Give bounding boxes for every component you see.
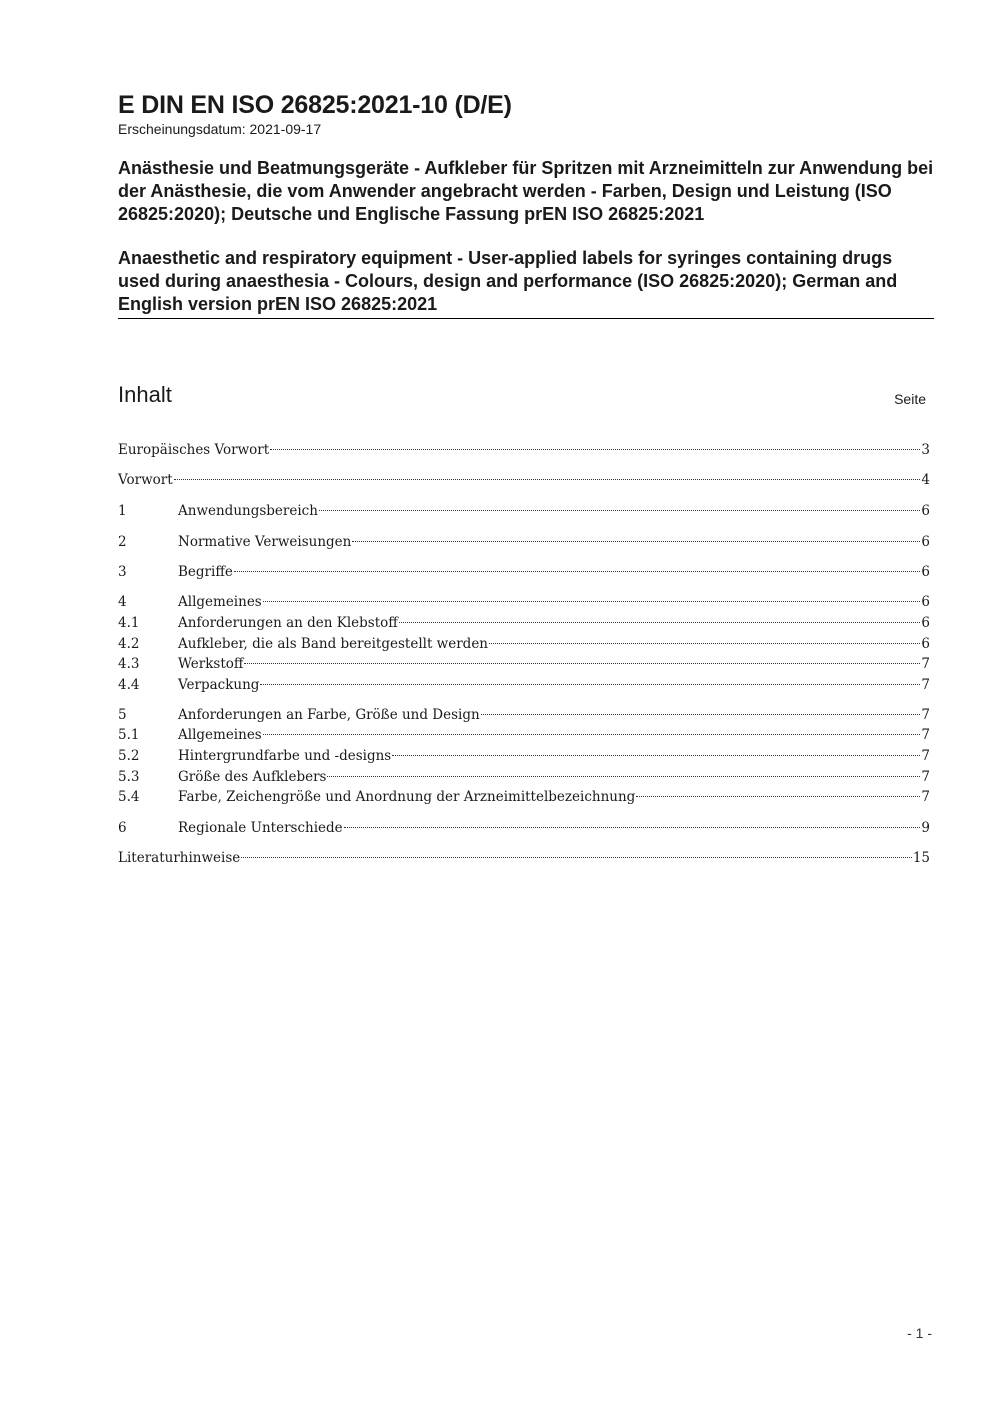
toc-leader xyxy=(327,776,920,777)
toc-entry-number: 4 xyxy=(118,594,127,610)
toc-leader xyxy=(263,601,921,602)
toc-entry[interactable] xyxy=(118,787,930,807)
toc-entry-number: 4.2 xyxy=(118,636,140,652)
toc-entry-number: 3 xyxy=(118,564,127,580)
toc-entry[interactable] xyxy=(118,654,930,674)
title-german: Anästhesie und Beatmungsgeräte - Aufkleber für Spritzen mit Arzneimitteln zur Anwendung bei der Anästhesie, die vom Anwender angebracht werden - Farben, Design und Leistung (ISO 26825:2020); Deutsche und Englische Fassung prEN ISO 26825:2021 xyxy=(118,158,934,224)
toc-entry-label: Allgemeines xyxy=(178,594,262,610)
toc-entry-label: Literaturhinweise xyxy=(118,850,241,866)
toc-entry-page: 6 xyxy=(921,615,930,631)
toc-leader xyxy=(244,663,920,664)
toc-heading: Inhalt xyxy=(118,382,172,407)
toc-leader xyxy=(352,541,920,542)
toc-leader xyxy=(263,734,921,735)
toc-entry[interactable] xyxy=(118,634,930,654)
toc-entry-page: 7 xyxy=(921,656,930,672)
toc-entry-page: 6 xyxy=(921,534,930,550)
toc-entry-number: 5.2 xyxy=(118,748,140,764)
toc-entry-page: 7 xyxy=(921,727,930,743)
toc-entry-page: 7 xyxy=(921,707,930,723)
toc-entry[interactable] xyxy=(118,592,930,612)
toc-leader xyxy=(636,796,920,797)
toc-entry-page: 6 xyxy=(921,503,930,519)
toc-header xyxy=(118,382,926,412)
toc-entry[interactable] xyxy=(118,562,930,582)
toc-leader xyxy=(481,714,921,715)
toc-entry[interactable] xyxy=(118,746,930,766)
toc-entry-number: 5 xyxy=(118,707,127,723)
toc-entry[interactable] xyxy=(118,848,930,868)
toc-entry-page: 6 xyxy=(921,594,930,610)
toc-leader xyxy=(241,857,912,858)
document-header xyxy=(118,90,934,319)
toc-entry-number: 2 xyxy=(118,534,127,550)
toc-entry-page: 7 xyxy=(921,748,930,764)
page-number: - 1 - xyxy=(907,1325,932,1341)
toc-entry-label: Anforderungen an Farbe, Größe und Design xyxy=(178,707,480,723)
toc-entry[interactable] xyxy=(118,613,930,633)
toc-entry-page: 4 xyxy=(921,472,930,488)
toc-entry-page: 15 xyxy=(912,850,930,866)
toc-entry-label: Verpackung xyxy=(178,677,260,693)
toc-entry-page: 7 xyxy=(921,677,930,693)
toc-entry-page: 6 xyxy=(921,636,930,652)
toc-entry-label: Begriffe xyxy=(178,564,233,580)
toc-leader xyxy=(174,479,921,480)
toc-entry[interactable] xyxy=(118,705,930,725)
toc-entry-label: Europäisches Vorwort xyxy=(118,442,270,458)
toc-entry-label: Werkstoff xyxy=(178,656,244,672)
toc-entry-page: 7 xyxy=(921,789,930,805)
toc-entry-number: 4.1 xyxy=(118,615,140,631)
title-english: Anaesthetic and respiratory equipment - User-applied labels for syringes containing drugs used during anaesthesia - Colours, design and performance (ISO 26825:2020); German and English version prEN ISO 26825:2021 xyxy=(118,247,934,319)
toc-entry-page: 9 xyxy=(921,820,930,836)
toc-entry[interactable] xyxy=(118,501,930,521)
toc-entry-label: Anwendungsbereich xyxy=(178,503,318,519)
toc-leader xyxy=(270,449,920,450)
toc-entry-label: Anforderungen an den Klebstoff xyxy=(178,615,398,631)
toc-entry-label: Regionale Unterschiede xyxy=(178,820,343,836)
toc-entry[interactable] xyxy=(118,470,930,490)
publication-date: Erscheinungsdatum: 2021-09-17 xyxy=(118,121,322,137)
toc-entry-number: 6 xyxy=(118,820,127,836)
toc-entry[interactable] xyxy=(118,767,930,787)
toc-entry-label: Größe des Aufklebers xyxy=(178,769,327,785)
toc-entry-number: 4.4 xyxy=(118,677,140,693)
toc-leader xyxy=(344,827,921,828)
toc-entry[interactable] xyxy=(118,818,930,838)
toc-entry-number: 5.4 xyxy=(118,789,140,805)
toc-entry-label: Hintergrundfarbe und -designs xyxy=(178,748,392,764)
toc-entry[interactable] xyxy=(118,725,930,745)
toc-leader xyxy=(489,643,920,644)
toc-leader xyxy=(399,622,921,623)
toc-leader xyxy=(319,510,920,511)
toc-leader xyxy=(260,684,920,685)
toc-entry[interactable] xyxy=(118,440,930,460)
toc-entry-page: 7 xyxy=(921,769,930,785)
toc-leader xyxy=(392,755,920,756)
document-id: E DIN EN ISO 26825:2021-10 (D/E) xyxy=(118,91,512,119)
toc-entry-page: 6 xyxy=(921,564,930,580)
toc-entry-label: Vorwort xyxy=(118,472,173,488)
toc-entry-number: 5.3 xyxy=(118,769,140,785)
toc-entry-page: 3 xyxy=(921,442,930,458)
toc-page-label: Seite xyxy=(894,391,926,407)
toc-entry-label: Farbe, Zeichengröße und Anordnung der Arzneimittelbezeichnung xyxy=(178,789,636,805)
toc-entry-number: 1 xyxy=(118,503,127,519)
toc-entry-label: Allgemeines xyxy=(178,727,262,743)
toc-entry-number: 5.1 xyxy=(118,727,140,743)
toc-entry[interactable] xyxy=(118,675,930,695)
toc-leader xyxy=(234,571,921,572)
toc-entry-label: Normative Verweisungen xyxy=(178,534,352,550)
toc-entry-label: Aufkleber, die als Band bereitgestellt werden xyxy=(178,636,488,652)
toc-entry[interactable] xyxy=(118,532,930,552)
toc-entry-number: 4.3 xyxy=(118,656,140,672)
